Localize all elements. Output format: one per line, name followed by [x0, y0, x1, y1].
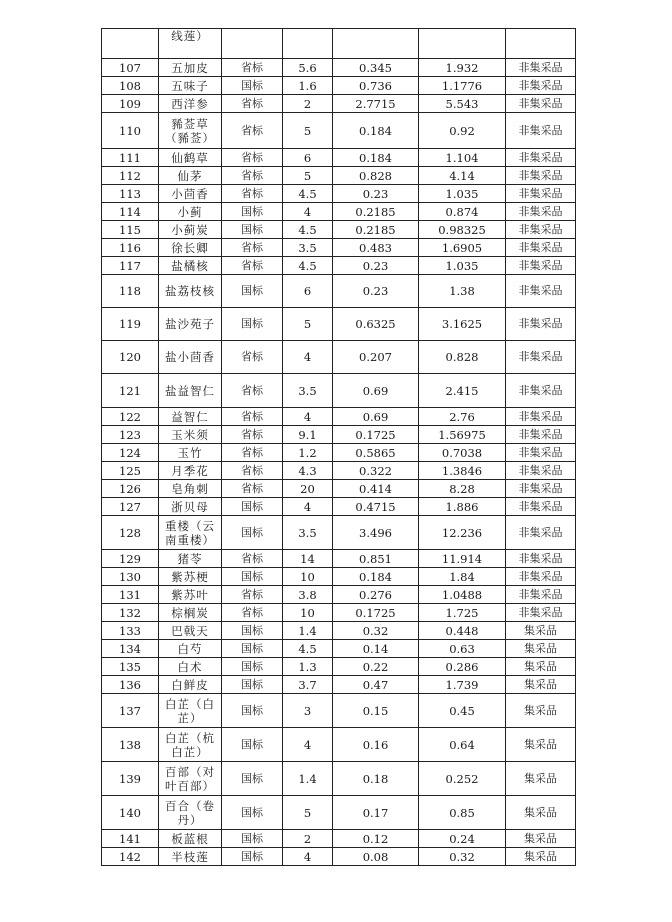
cell-amount: 1.84	[419, 568, 506, 586]
cell-quantity: 4	[283, 408, 333, 426]
cell-amount: 0.828	[419, 341, 506, 374]
cell-herb-name: 重楼（云南重楼）	[159, 516, 222, 550]
cell-amount: 1.035	[419, 185, 506, 203]
cell-unit-price: 0.22	[333, 658, 419, 676]
cell-procurement-type: 非集采品	[506, 59, 576, 77]
cell-procurement-type: 非集采品	[506, 185, 576, 203]
cell-amount: 1.725	[419, 604, 506, 622]
cell-quantity: 5	[283, 167, 333, 185]
cell-procurement-type: 集采品	[506, 830, 576, 848]
table-row	[102, 728, 576, 762]
cell-unit-price: 3.496	[333, 516, 419, 550]
cell-standard: 国标	[222, 694, 283, 728]
cell-standard: 国标	[222, 796, 283, 830]
table-row	[102, 830, 576, 848]
table-row	[102, 694, 576, 728]
table-row	[102, 113, 576, 149]
table-row	[102, 221, 576, 239]
cell-quantity: 4	[283, 498, 333, 516]
cell-index: 107	[102, 59, 159, 77]
cell-quantity: 5	[283, 113, 333, 149]
cell-standard: 国标	[222, 728, 283, 762]
cell-amount: 1.38	[419, 275, 506, 308]
cell-herb-name: 徐长卿	[159, 239, 222, 257]
cell-procurement-type: 非集采品	[506, 408, 576, 426]
table-row	[102, 203, 576, 221]
cell-standard: 省标	[222, 185, 283, 203]
cell-index: 136	[102, 676, 159, 694]
cell-procurement-type	[506, 29, 576, 59]
cell-index: 125	[102, 462, 159, 480]
cell-amount: 1.56975	[419, 426, 506, 444]
cell-herb-name: 白鲜皮	[159, 676, 222, 694]
cell-herb-name: 棕榈炭	[159, 604, 222, 622]
cell-amount: 1.6905	[419, 239, 506, 257]
cell-quantity: 4.5	[283, 257, 333, 275]
cell-herb-name: 线莲）	[159, 29, 222, 59]
cell-herb-name: 百部（对叶百部）	[159, 762, 222, 796]
cell-index: 119	[102, 308, 159, 341]
cell-procurement-type: 非集采品	[506, 604, 576, 622]
cell-herb-name: 盐益智仁	[159, 374, 222, 408]
cell-unit-price: 0.4715	[333, 498, 419, 516]
cell-amount: 12.236	[419, 516, 506, 550]
cell-amount: 1.035	[419, 257, 506, 275]
cell-index: 123	[102, 426, 159, 444]
cell-amount: 11.914	[419, 550, 506, 568]
cell-herb-name: 板蓝根	[159, 830, 222, 848]
cell-standard: 国标	[222, 762, 283, 796]
cell-unit-price: 0.184	[333, 149, 419, 167]
cell-procurement-type: 非集采品	[506, 444, 576, 462]
cell-herb-name: 白术	[159, 658, 222, 676]
cell-index: 114	[102, 203, 159, 221]
cell-quantity: 6	[283, 275, 333, 308]
cell-procurement-type: 集采品	[506, 622, 576, 640]
cell-standard: 国标	[222, 830, 283, 848]
table-row	[102, 480, 576, 498]
cell-unit-price: 0.736	[333, 77, 419, 95]
cell-herb-name: 小蓟	[159, 203, 222, 221]
cell-quantity: 3.5	[283, 516, 333, 550]
cell-herb-name: 巴戟天	[159, 622, 222, 640]
cell-standard: 省标	[222, 113, 283, 149]
cell-unit-price: 0.1725	[333, 426, 419, 444]
cell-amount: 1.932	[419, 59, 506, 77]
cell-procurement-type: 集采品	[506, 694, 576, 728]
cell-amount: 0.874	[419, 203, 506, 221]
cell-unit-price: 0.2185	[333, 203, 419, 221]
cell-procurement-type: 非集采品	[506, 426, 576, 444]
table-row	[102, 77, 576, 95]
cell-herb-name: 白芷（白芷）	[159, 694, 222, 728]
cell-unit-price: 0.276	[333, 586, 419, 604]
cell-standard: 国标	[222, 516, 283, 550]
cell-unit-price: 0.2185	[333, 221, 419, 239]
cell-index: 110	[102, 113, 159, 149]
cell-herb-name: 小茴香	[159, 185, 222, 203]
cell-unit-price: 0.322	[333, 462, 419, 480]
cell-unit-price	[333, 29, 419, 59]
cell-unit-price: 0.15	[333, 694, 419, 728]
cell-unit-price: 0.14	[333, 640, 419, 658]
table-row	[102, 149, 576, 167]
cell-procurement-type: 非集采品	[506, 516, 576, 550]
cell-amount: 0.286	[419, 658, 506, 676]
cell-amount: 0.98325	[419, 221, 506, 239]
cell-amount: 0.32	[419, 848, 506, 866]
cell-quantity: 3.7	[283, 676, 333, 694]
cell-quantity: 1.4	[283, 622, 333, 640]
cell-amount: 1.886	[419, 498, 506, 516]
cell-procurement-type: 非集采品	[506, 95, 576, 113]
cell-quantity: 4	[283, 203, 333, 221]
cell-quantity: 20	[283, 480, 333, 498]
cell-quantity: 1.4	[283, 762, 333, 796]
table-row	[102, 498, 576, 516]
cell-index: 115	[102, 221, 159, 239]
cell-unit-price: 0.17	[333, 796, 419, 830]
cell-index: 112	[102, 167, 159, 185]
cell-standard: 省标	[222, 341, 283, 374]
cell-herb-name: 五味子	[159, 77, 222, 95]
cell-procurement-type: 非集采品	[506, 275, 576, 308]
cell-herb-name: 猪苓	[159, 550, 222, 568]
cell-procurement-type: 非集采品	[506, 203, 576, 221]
cell-herb-name: 半枝莲	[159, 848, 222, 866]
table-row	[102, 95, 576, 113]
table-row	[102, 586, 576, 604]
cell-standard: 省标	[222, 550, 283, 568]
cell-herb-name: 皂角刺	[159, 480, 222, 498]
cell-procurement-type: 非集采品	[506, 149, 576, 167]
cell-unit-price: 0.828	[333, 167, 419, 185]
cell-procurement-type: 集采品	[506, 640, 576, 658]
cell-quantity: 4.3	[283, 462, 333, 480]
cell-amount: 2.76	[419, 408, 506, 426]
cell-standard: 国标	[222, 622, 283, 640]
cell-procurement-type: 集采品	[506, 762, 576, 796]
table-row	[102, 604, 576, 622]
cell-procurement-type: 非集采品	[506, 568, 576, 586]
table-row	[102, 444, 576, 462]
cell-herb-name: 盐小茴香	[159, 341, 222, 374]
cell-herb-name: 玉米须	[159, 426, 222, 444]
cell-standard: 省标	[222, 462, 283, 480]
cell-index: 113	[102, 185, 159, 203]
table-row	[102, 341, 576, 374]
cell-herb-name: 百合（卷丹）	[159, 796, 222, 830]
cell-quantity	[283, 29, 333, 59]
cell-index: 138	[102, 728, 159, 762]
cell-index: 120	[102, 341, 159, 374]
cell-procurement-type: 非集采品	[506, 462, 576, 480]
cell-amount: 1.739	[419, 676, 506, 694]
cell-quantity: 1.2	[283, 444, 333, 462]
cell-herb-name: 仙鹤草	[159, 149, 222, 167]
cell-amount: 0.7038	[419, 444, 506, 462]
table-row	[102, 275, 576, 308]
cell-quantity: 3.5	[283, 239, 333, 257]
table-row	[102, 848, 576, 866]
cell-standard: 国标	[222, 77, 283, 95]
table-row	[102, 796, 576, 830]
cell-unit-price: 0.5865	[333, 444, 419, 462]
cell-unit-price: 0.1725	[333, 604, 419, 622]
cell-procurement-type: 非集采品	[506, 498, 576, 516]
cell-quantity: 4	[283, 728, 333, 762]
cell-amount	[419, 29, 506, 59]
cell-unit-price: 0.483	[333, 239, 419, 257]
cell-procurement-type: 非集采品	[506, 257, 576, 275]
cell-amount: 0.45	[419, 694, 506, 728]
cell-herb-name: 白芍	[159, 640, 222, 658]
cell-index: 129	[102, 550, 159, 568]
cell-quantity: 3.5	[283, 374, 333, 408]
cell-quantity: 4.5	[283, 221, 333, 239]
cell-procurement-type: 非集采品	[506, 480, 576, 498]
cell-index: 128	[102, 516, 159, 550]
cell-amount: 3.1625	[419, 308, 506, 341]
cell-amount: 0.448	[419, 622, 506, 640]
cell-standard: 国标	[222, 640, 283, 658]
cell-procurement-type: 非集采品	[506, 341, 576, 374]
cell-amount: 0.92	[419, 113, 506, 149]
cell-unit-price: 0.12	[333, 830, 419, 848]
cell-standard: 省标	[222, 95, 283, 113]
cell-amount: 4.14	[419, 167, 506, 185]
cell-procurement-type: 集采品	[506, 676, 576, 694]
cell-unit-price: 0.16	[333, 728, 419, 762]
cell-unit-price: 0.184	[333, 113, 419, 149]
cell-procurement-type: 非集采品	[506, 239, 576, 257]
cell-standard: 国标	[222, 221, 283, 239]
cell-standard: 省标	[222, 480, 283, 498]
cell-procurement-type: 非集采品	[506, 550, 576, 568]
cell-unit-price: 0.23	[333, 257, 419, 275]
cell-index: 109	[102, 95, 159, 113]
cell-herb-name: 盐橘核	[159, 257, 222, 275]
cell-quantity: 4	[283, 848, 333, 866]
cell-standard: 国标	[222, 308, 283, 341]
cell-index: 130	[102, 568, 159, 586]
cell-unit-price: 0.345	[333, 59, 419, 77]
cell-index: 133	[102, 622, 159, 640]
cell-procurement-type: 非集采品	[506, 308, 576, 341]
cell-quantity: 4.5	[283, 185, 333, 203]
table-row	[102, 374, 576, 408]
cell-quantity: 2	[283, 830, 333, 848]
cell-amount: 0.64	[419, 728, 506, 762]
cell-standard: 省标	[222, 408, 283, 426]
cell-unit-price: 0.184	[333, 568, 419, 586]
cell-index: 134	[102, 640, 159, 658]
cell-amount: 1.104	[419, 149, 506, 167]
cell-amount: 0.63	[419, 640, 506, 658]
cell-procurement-type: 非集采品	[506, 221, 576, 239]
cell-standard: 国标	[222, 568, 283, 586]
cell-procurement-type: 非集采品	[506, 167, 576, 185]
table-row	[102, 658, 576, 676]
table-row	[102, 640, 576, 658]
cell-index: 132	[102, 604, 159, 622]
cell-herb-name: 盐荔枝核	[159, 275, 222, 308]
cell-unit-price: 0.23	[333, 275, 419, 308]
cell-herb-name: 豨莶草（豨莶）	[159, 113, 222, 149]
cell-standard: 省标	[222, 604, 283, 622]
cell-standard: 国标	[222, 658, 283, 676]
cell-index: 118	[102, 275, 159, 308]
cell-herb-name: 益智仁	[159, 408, 222, 426]
cell-quantity: 14	[283, 550, 333, 568]
table-row	[102, 257, 576, 275]
cell-quantity: 5	[283, 308, 333, 341]
cell-standard: 省标	[222, 239, 283, 257]
cell-amount: 1.3846	[419, 462, 506, 480]
cell-index: 126	[102, 480, 159, 498]
cell-procurement-type: 非集采品	[506, 77, 576, 95]
cell-herb-name: 五加皮	[159, 59, 222, 77]
cell-amount: 8.28	[419, 480, 506, 498]
cell-unit-price: 0.08	[333, 848, 419, 866]
table-row	[102, 622, 576, 640]
cell-quantity: 9.1	[283, 426, 333, 444]
cell-index: 140	[102, 796, 159, 830]
cell-amount: 5.543	[419, 95, 506, 113]
cell-quantity: 10	[283, 568, 333, 586]
cell-unit-price: 0.414	[333, 480, 419, 498]
cell-procurement-type: 集采品	[506, 658, 576, 676]
cell-amount: 0.252	[419, 762, 506, 796]
table-row	[102, 762, 576, 796]
cell-quantity: 5.6	[283, 59, 333, 77]
cell-index	[102, 29, 159, 59]
cell-quantity: 10	[283, 604, 333, 622]
cell-standard: 省标	[222, 167, 283, 185]
cell-index: 137	[102, 694, 159, 728]
cell-procurement-type: 非集采品	[506, 586, 576, 604]
table-row	[102, 59, 576, 77]
cell-standard: 省标	[222, 59, 283, 77]
cell-standard: 国标	[222, 848, 283, 866]
cell-quantity: 3	[283, 694, 333, 728]
cell-standard: 省标	[222, 444, 283, 462]
cell-standard: 省标	[222, 586, 283, 604]
cell-unit-price: 0.6325	[333, 308, 419, 341]
cell-index: 135	[102, 658, 159, 676]
cell-unit-price: 0.69	[333, 374, 419, 408]
cell-quantity: 2	[283, 95, 333, 113]
cell-unit-price: 0.23	[333, 185, 419, 203]
table-row	[102, 185, 576, 203]
cell-unit-price: 2.7715	[333, 95, 419, 113]
cell-herb-name: 玉竹	[159, 444, 222, 462]
table-row	[102, 239, 576, 257]
cell-quantity: 1.3	[283, 658, 333, 676]
table-row-fragment	[102, 29, 576, 59]
cell-quantity: 1.6	[283, 77, 333, 95]
cell-herb-name: 白芷（杭白芷）	[159, 728, 222, 762]
cell-amount: 2.415	[419, 374, 506, 408]
herb-price-table	[101, 28, 576, 866]
cell-standard	[222, 29, 283, 59]
cell-herb-name: 紫苏梗	[159, 568, 222, 586]
cell-herb-name: 小蓟炭	[159, 221, 222, 239]
cell-unit-price: 0.69	[333, 408, 419, 426]
cell-amount: 1.0488	[419, 586, 506, 604]
table-row	[102, 462, 576, 480]
cell-index: 111	[102, 149, 159, 167]
cell-standard: 国标	[222, 275, 283, 308]
cell-herb-name: 浙贝母	[159, 498, 222, 516]
cell-standard: 省标	[222, 149, 283, 167]
cell-herb-name: 盐沙苑子	[159, 308, 222, 341]
cell-procurement-type: 集采品	[506, 848, 576, 866]
table-row	[102, 308, 576, 341]
cell-unit-price: 0.18	[333, 762, 419, 796]
cell-quantity: 3.8	[283, 586, 333, 604]
cell-amount: 0.24	[419, 830, 506, 848]
cell-herb-name: 仙茅	[159, 167, 222, 185]
cell-index: 121	[102, 374, 159, 408]
cell-standard: 省标	[222, 426, 283, 444]
cell-index: 131	[102, 586, 159, 604]
cell-index: 141	[102, 830, 159, 848]
cell-amount: 1.1776	[419, 77, 506, 95]
cell-procurement-type: 非集采品	[506, 374, 576, 408]
cell-procurement-type: 集采品	[506, 796, 576, 830]
cell-herb-name: 月季花	[159, 462, 222, 480]
cell-unit-price: 0.47	[333, 676, 419, 694]
table-row	[102, 516, 576, 550]
cell-amount: 0.85	[419, 796, 506, 830]
cell-standard: 国标	[222, 676, 283, 694]
cell-standard: 国标	[222, 498, 283, 516]
cell-unit-price: 0.32	[333, 622, 419, 640]
cell-index: 139	[102, 762, 159, 796]
cell-index: 142	[102, 848, 159, 866]
table-row	[102, 426, 576, 444]
cell-standard: 省标	[222, 374, 283, 408]
cell-index: 116	[102, 239, 159, 257]
table-row	[102, 568, 576, 586]
table-row	[102, 167, 576, 185]
table-row	[102, 676, 576, 694]
cell-procurement-type: 非集采品	[506, 113, 576, 149]
cell-quantity: 4	[283, 341, 333, 374]
cell-quantity: 6	[283, 149, 333, 167]
cell-quantity: 4.5	[283, 640, 333, 658]
cell-index: 127	[102, 498, 159, 516]
cell-index: 122	[102, 408, 159, 426]
cell-index: 108	[102, 77, 159, 95]
cell-standard: 国标	[222, 203, 283, 221]
cell-procurement-type: 集采品	[506, 728, 576, 762]
table-row	[102, 408, 576, 426]
cell-index: 117	[102, 257, 159, 275]
cell-standard: 省标	[222, 257, 283, 275]
cell-unit-price: 0.207	[333, 341, 419, 374]
cell-quantity: 5	[283, 796, 333, 830]
cell-herb-name: 紫苏叶	[159, 586, 222, 604]
cell-herb-name: 西洋参	[159, 95, 222, 113]
cell-unit-price: 0.851	[333, 550, 419, 568]
table-row	[102, 550, 576, 568]
cell-index: 124	[102, 444, 159, 462]
